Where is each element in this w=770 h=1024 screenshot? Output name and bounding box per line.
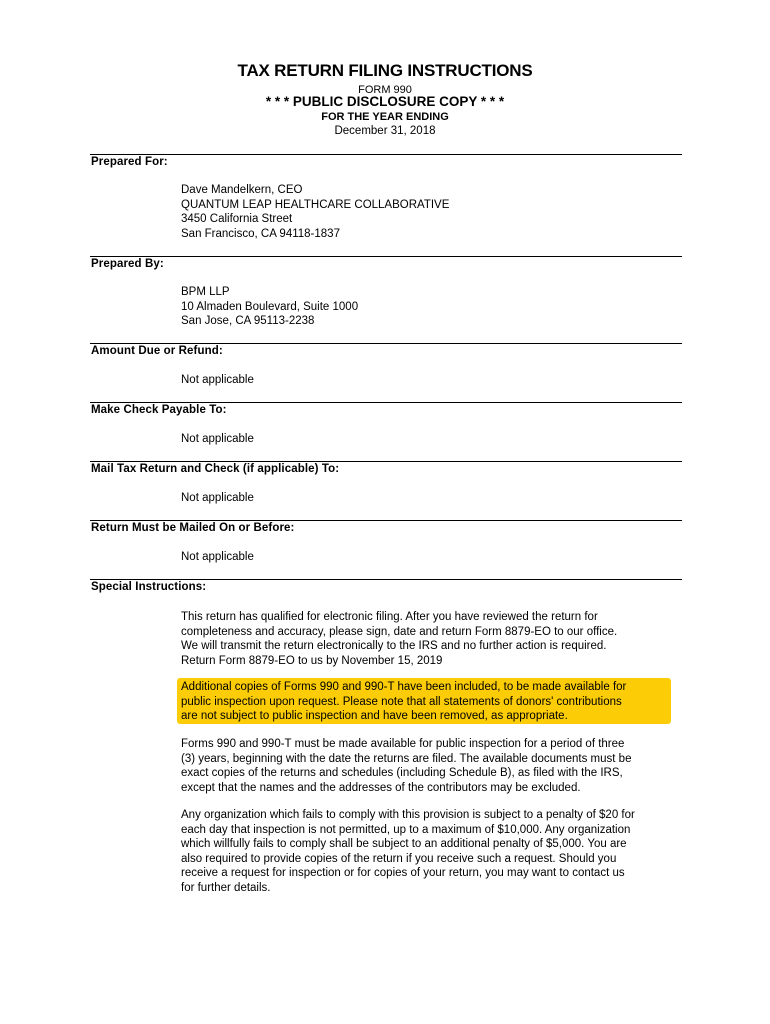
paragraph-line: (3) years, beginning with the date the returns are filed. The available documents must be [181, 752, 632, 765]
section-divider [90, 256, 682, 257]
prepared-for-line: QUANTUM LEAP HEALTHCARE COLLABORATIVE [181, 198, 450, 211]
paragraph-line: are not subject to public inspection and have been removed, as appropriate. [181, 710, 568, 722]
section-divider [90, 461, 682, 462]
paragraph-line: We will transmit the return electronically to the IRS and no further action is required. [181, 640, 607, 652]
paragraph-line: except that the names and the addresses of the contributors may be excluded. [181, 781, 581, 794]
year-ending-date: December 31, 2018 [334, 125, 436, 137]
paragraph-line: Additional copies of Forms 990 and 990-T have been included, to be made available for [181, 681, 627, 693]
paragraph-line: which willfully fails to comply shall be subject to an additional penalty of $5,000. You are [181, 838, 627, 850]
paragraph-line: Return Form 8879-EO to us by November 15, 2019 [181, 654, 443, 667]
public-inspection-paragraph [181, 737, 631, 795]
prepared-for-label: Prepared For: [91, 156, 168, 168]
form-number: FORM 990 [358, 84, 412, 96]
check-payable-value: Not applicable [181, 433, 254, 445]
prepared-by-line: San Jose, CA 95113-2238 [181, 315, 315, 327]
paragraph-line: each day that inspection is not permitted, up to a maximum of $10,000. Any organization [181, 823, 631, 836]
mail-by-label: Return Must be Mailed On or Before: [91, 522, 295, 534]
amount-due-value: Not applicable [181, 374, 254, 386]
paragraph-line: exact copies of the returns and schedules (including Schedule B), as filed with the IRS, [181, 767, 623, 779]
prepared-for-address [181, 183, 449, 241]
paragraph-line: also required to provide copies of the return if you receive such a request. Should you [181, 852, 617, 865]
penalty-paragraph [181, 808, 635, 895]
section-divider [90, 579, 682, 580]
paragraph-line: for further details. [181, 881, 271, 894]
amount-due-label: Amount Due or Refund: [91, 345, 223, 357]
mail-by-value: Not applicable [181, 551, 254, 563]
electronic-filing-paragraph [181, 610, 617, 668]
paragraph-line: Forms 990 and 990-T must be made available for public inspection for a period of three [181, 738, 625, 750]
public-disclosure-banner: * * * PUBLIC DISCLOSURE COPY * * * [265, 94, 505, 109]
paragraph-line: completeness and accuracy, please sign, date and return Form 8879-EO to our office. [181, 625, 618, 638]
prepared-by-label: Prepared By: [91, 258, 164, 270]
section-divider [90, 520, 682, 521]
year-ending-label: FOR THE YEAR ENDING [321, 111, 449, 123]
highlighted-copies-paragraph [181, 680, 626, 724]
prepared-for-line: San Francisco, CA 94118-1837 [181, 227, 340, 240]
prepared-by-line: BPM LLP [181, 286, 230, 298]
section-divider [90, 343, 682, 344]
paragraph-line: This return has qualified for electronic filing. After you have reviewed the return for [181, 611, 598, 623]
document-title: TAX RETURN FILING INSTRUCTIONS [237, 61, 533, 80]
prepared-by-address [181, 285, 358, 329]
section-divider [90, 154, 682, 155]
section-divider [90, 402, 682, 403]
paragraph-line: Any organization which fails to comply with this provision is subject to a penalty of $20 for [181, 809, 635, 821]
mail-to-label: Mail Tax Return and Check (if applicable) To: [91, 463, 340, 475]
prepared-by-line: 10 Almaden Boulevard, Suite 1000 [181, 300, 359, 313]
check-payable-label: Make Check Payable To: [91, 404, 227, 416]
prepared-for-line: Dave Mandelkern, CEO [181, 184, 303, 196]
special-instructions-label: Special Instructions: [91, 581, 207, 593]
prepared-for-line: 3450 California Street [181, 213, 293, 225]
paragraph-line: public inspection upon request. Please note that all statements of donors' contributions [181, 695, 622, 708]
paragraph-line: receive a request for inspection or for copies of your return, you may want to contact us [181, 867, 625, 879]
mail-to-value: Not applicable [181, 492, 254, 504]
